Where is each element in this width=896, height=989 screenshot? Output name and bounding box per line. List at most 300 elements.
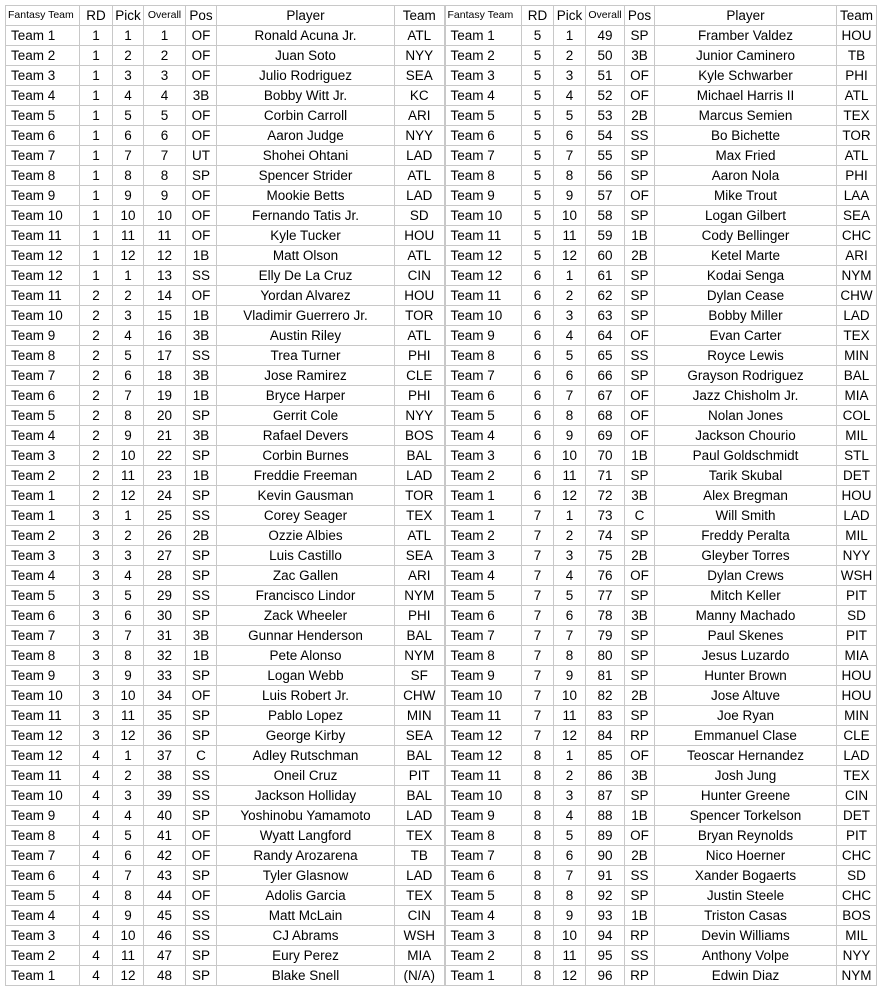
cell-fantasy-team: Team 8 <box>445 646 522 666</box>
cell-pick: 5 <box>113 106 144 126</box>
cell-team: TOR <box>837 126 877 146</box>
cell-team: BAL <box>837 366 877 386</box>
cell-overall: 48 <box>144 966 186 986</box>
cell-fantasy-team: Team 12 <box>445 746 522 766</box>
cell-overall: 34 <box>144 686 186 706</box>
table-row <box>6 466 877 486</box>
cell-pick: 12 <box>554 486 586 506</box>
cell-pick: 10 <box>113 446 144 466</box>
cell-overall: 95 <box>586 946 625 966</box>
cell-fantasy-team: Team 4 <box>6 86 80 106</box>
cell-overall: 64 <box>586 326 625 346</box>
cell-pos: 3B <box>625 606 655 626</box>
cell-team: HOU <box>837 686 877 706</box>
table-row <box>6 226 877 246</box>
cell-overall: 82 <box>586 686 625 706</box>
cell-pos: OF <box>186 846 217 866</box>
cell-rd: 6 <box>522 486 554 506</box>
cell-pick: 4 <box>113 86 144 106</box>
cell-fantasy-team: Team 4 <box>6 906 80 926</box>
cell-team: NYY <box>395 126 445 146</box>
cell-overall: 3 <box>144 66 186 86</box>
cell-player: Mitch Keller <box>655 586 837 606</box>
cell-player: Paul Skenes <box>655 626 837 646</box>
cell-team: CIN <box>837 786 877 806</box>
cell-pick: 7 <box>554 866 586 886</box>
cell-pick: 2 <box>554 286 586 306</box>
cell-rd: 8 <box>522 766 554 786</box>
cell-pos: SP <box>186 806 217 826</box>
cell-team: CHW <box>837 286 877 306</box>
cell-pick: 1 <box>554 266 586 286</box>
cell-overall: 57 <box>586 186 625 206</box>
cell-overall: 24 <box>144 486 186 506</box>
cell-pick: 4 <box>113 566 144 586</box>
table-row <box>6 126 877 146</box>
cell-pos: OF <box>186 26 217 46</box>
cell-pick: 4 <box>554 326 586 346</box>
cell-overall: 54 <box>586 126 625 146</box>
cell-pos: 3B <box>186 426 217 446</box>
header-pos: Pos <box>186 6 217 26</box>
cell-fantasy-team: Team 10 <box>6 306 80 326</box>
cell-pick: 5 <box>554 106 586 126</box>
cell-overall: 72 <box>586 486 625 506</box>
cell-team: LAD <box>837 506 877 526</box>
cell-pos: OF <box>625 86 655 106</box>
cell-fantasy-team: Team 7 <box>6 626 80 646</box>
header-overall: Overall <box>144 6 186 26</box>
cell-fantasy-team: Team 8 <box>6 646 80 666</box>
cell-fantasy-team: Team 6 <box>6 866 80 886</box>
cell-overall: 63 <box>586 306 625 326</box>
table-row <box>6 646 877 666</box>
cell-overall: 67 <box>586 386 625 406</box>
cell-team: CHW <box>395 686 445 706</box>
cell-rd: 7 <box>522 566 554 586</box>
cell-team: LAD <box>837 746 877 766</box>
cell-pos: OF <box>625 746 655 766</box>
cell-rd: 7 <box>522 726 554 746</box>
cell-fantasy-team: Team 12 <box>445 246 522 266</box>
cell-rd: 6 <box>522 366 554 386</box>
cell-overall: 39 <box>144 786 186 806</box>
cell-fantasy-team: Team 9 <box>6 186 80 206</box>
cell-overall: 15 <box>144 306 186 326</box>
cell-player: Kyle Tucker <box>217 226 395 246</box>
cell-player: Nolan Jones <box>655 406 837 426</box>
cell-fantasy-team: Team 1 <box>6 966 80 986</box>
cell-fantasy-team: Team 10 <box>445 686 522 706</box>
cell-pick: 10 <box>113 206 144 226</box>
table-row <box>6 546 877 566</box>
cell-team: CHC <box>837 226 877 246</box>
cell-fantasy-team: Team 12 <box>6 246 80 266</box>
header-team: Team <box>837 6 877 26</box>
cell-player: Cody Bellinger <box>655 226 837 246</box>
cell-fantasy-team: Team 1 <box>6 506 80 526</box>
cell-rd: 5 <box>522 226 554 246</box>
cell-team: (N/A) <box>395 966 445 986</box>
cell-player: Junior Caminero <box>655 46 837 66</box>
cell-fantasy-team: Team 4 <box>6 566 80 586</box>
cell-player: Randy Arozarena <box>217 846 395 866</box>
cell-pos: 2B <box>186 526 217 546</box>
cell-pick: 10 <box>554 926 586 946</box>
cell-pick: 9 <box>113 666 144 686</box>
header-player: Player <box>217 6 395 26</box>
cell-rd: 1 <box>80 266 113 286</box>
cell-pos: 2B <box>625 846 655 866</box>
cell-player: Hunter Brown <box>655 666 837 686</box>
cell-overall: 33 <box>144 666 186 686</box>
cell-team: MIA <box>395 946 445 966</box>
cell-team: NYY <box>395 46 445 66</box>
cell-fantasy-team: Team 6 <box>6 126 80 146</box>
cell-overall: 37 <box>144 746 186 766</box>
cell-pos: OF <box>186 186 217 206</box>
cell-fantasy-team: Team 11 <box>6 766 80 786</box>
cell-pos: 3B <box>186 626 217 646</box>
cell-pos: SP <box>186 486 217 506</box>
cell-overall: 20 <box>144 406 186 426</box>
cell-pick: 9 <box>554 186 586 206</box>
cell-team: BOS <box>395 426 445 446</box>
cell-rd: 8 <box>522 866 554 886</box>
cell-overall: 18 <box>144 366 186 386</box>
cell-pos: SS <box>186 906 217 926</box>
cell-team: PHI <box>395 386 445 406</box>
table-row <box>6 586 877 606</box>
table-row <box>6 46 877 66</box>
cell-pos: SS <box>186 506 217 526</box>
cell-team: TOR <box>395 486 445 506</box>
cell-pos: 3B <box>186 86 217 106</box>
cell-fantasy-team: Team 1 <box>445 966 522 986</box>
cell-pos: OF <box>186 286 217 306</box>
cell-pick: 3 <box>113 786 144 806</box>
cell-pick: 9 <box>113 426 144 446</box>
cell-pos: SP <box>625 706 655 726</box>
cell-pos: SP <box>186 966 217 986</box>
cell-pos: OF <box>186 226 217 246</box>
table-row <box>6 926 877 946</box>
cell-rd: 3 <box>80 546 113 566</box>
cell-rd: 7 <box>522 586 554 606</box>
cell-team: LAD <box>395 186 445 206</box>
cell-overall: 76 <box>586 566 625 586</box>
cell-overall: 52 <box>586 86 625 106</box>
cell-team: TEX <box>395 826 445 846</box>
cell-fantasy-team: Team 6 <box>445 126 522 146</box>
cell-player: Freddie Freeman <box>217 466 395 486</box>
cell-fantasy-team: Team 2 <box>6 46 80 66</box>
cell-team: DET <box>837 806 877 826</box>
cell-pick: 12 <box>554 726 586 746</box>
cell-pos: OF <box>186 46 217 66</box>
cell-overall: 73 <box>586 506 625 526</box>
table-row <box>6 866 877 886</box>
cell-pick: 11 <box>554 226 586 246</box>
table-row <box>6 486 877 506</box>
cell-team: MIL <box>837 526 877 546</box>
cell-player: Mookie Betts <box>217 186 395 206</box>
cell-team: BAL <box>395 746 445 766</box>
cell-pos: 3B <box>625 766 655 786</box>
table-row <box>6 166 877 186</box>
cell-overall: 29 <box>144 586 186 606</box>
cell-player: Tarik Skubal <box>655 466 837 486</box>
cell-fantasy-team: Team 4 <box>445 426 522 446</box>
cell-player: Bryan Reynolds <box>655 826 837 846</box>
cell-player: Juan Soto <box>217 46 395 66</box>
cell-pick: 6 <box>554 846 586 866</box>
cell-pick: 9 <box>554 426 586 446</box>
cell-pick: 2 <box>554 526 586 546</box>
table-row <box>6 346 877 366</box>
cell-fantasy-team: Team 1 <box>6 486 80 506</box>
cell-fantasy-team: Team 3 <box>6 546 80 566</box>
cell-fantasy-team: Team 11 <box>6 286 80 306</box>
cell-pos: SP <box>186 866 217 886</box>
cell-team: ATL <box>395 246 445 266</box>
cell-overall: 38 <box>144 766 186 786</box>
cell-team: PIT <box>837 626 877 646</box>
cell-pos: SS <box>186 766 217 786</box>
cell-fantasy-team: Team 10 <box>6 786 80 806</box>
cell-overall: 87 <box>586 786 625 806</box>
cell-team: TEX <box>395 506 445 526</box>
cell-fantasy-team: Team 8 <box>6 826 80 846</box>
cell-team: TEX <box>395 886 445 906</box>
cell-pos: SP <box>625 466 655 486</box>
cell-player: Zac Gallen <box>217 566 395 586</box>
cell-overall: 85 <box>586 746 625 766</box>
cell-team: SEA <box>395 726 445 746</box>
cell-overall: 30 <box>144 606 186 626</box>
cell-fantasy-team: Team 10 <box>6 686 80 706</box>
cell-team: WSH <box>395 926 445 946</box>
cell-pick: 10 <box>554 206 586 226</box>
cell-fantasy-team: Team 3 <box>6 446 80 466</box>
cell-team: PHI <box>837 166 877 186</box>
cell-player: Will Smith <box>655 506 837 526</box>
cell-rd: 5 <box>522 186 554 206</box>
cell-team: SF <box>395 666 445 686</box>
cell-pos: SS <box>625 346 655 366</box>
table-body <box>6 26 877 986</box>
cell-fantasy-team: Team 5 <box>6 106 80 126</box>
cell-team: TEX <box>837 326 877 346</box>
cell-pos: SP <box>186 706 217 726</box>
cell-pick: 9 <box>554 666 586 686</box>
cell-pick: 1 <box>113 26 144 46</box>
cell-player: Ketel Marte <box>655 246 837 266</box>
cell-overall: 22 <box>144 446 186 466</box>
cell-overall: 36 <box>144 726 186 746</box>
cell-rd: 1 <box>80 126 113 146</box>
cell-rd: 3 <box>80 586 113 606</box>
cell-team: TOR <box>395 306 445 326</box>
cell-player: Max Fried <box>655 146 837 166</box>
cell-pick: 11 <box>554 946 586 966</box>
header-pos: Pos <box>625 6 655 26</box>
cell-team: ATL <box>837 86 877 106</box>
table-row <box>6 406 877 426</box>
cell-pick: 4 <box>554 86 586 106</box>
cell-fantasy-team: Team 9 <box>6 806 80 826</box>
cell-pick: 4 <box>113 806 144 826</box>
cell-pos: SP <box>625 646 655 666</box>
cell-player: Luis Robert Jr. <box>217 686 395 706</box>
cell-pick: 3 <box>554 306 586 326</box>
cell-rd: 5 <box>522 146 554 166</box>
cell-overall: 1 <box>144 26 186 46</box>
cell-team: NYY <box>837 946 877 966</box>
table-row <box>6 266 877 286</box>
cell-player: Pete Alonso <box>217 646 395 666</box>
cell-fantasy-team: Team 5 <box>445 886 522 906</box>
cell-pos: OF <box>625 386 655 406</box>
cell-pick: 5 <box>554 826 586 846</box>
cell-pos: SS <box>186 586 217 606</box>
cell-pos: SP <box>186 546 217 566</box>
cell-pos: OF <box>186 126 217 146</box>
cell-pos: RP <box>625 926 655 946</box>
cell-rd: 4 <box>80 786 113 806</box>
cell-rd: 4 <box>80 926 113 946</box>
cell-player: Jose Ramirez <box>217 366 395 386</box>
cell-rd: 1 <box>80 166 113 186</box>
cell-rd: 4 <box>80 886 113 906</box>
header-rd: RD <box>80 6 113 26</box>
cell-player: Grayson Rodriguez <box>655 366 837 386</box>
cell-fantasy-team: Team 11 <box>6 226 80 246</box>
cell-overall: 88 <box>586 806 625 826</box>
cell-rd: 6 <box>522 346 554 366</box>
cell-fantasy-team: Team 8 <box>6 166 80 186</box>
cell-rd: 1 <box>80 66 113 86</box>
cell-team: BAL <box>395 786 445 806</box>
cell-team: NYM <box>837 966 877 986</box>
cell-team: BAL <box>395 446 445 466</box>
cell-pick: 2 <box>113 526 144 546</box>
cell-player: Freddy Peralta <box>655 526 837 546</box>
cell-pick: 1 <box>554 746 586 766</box>
cell-overall: 11 <box>144 226 186 246</box>
cell-pick: 7 <box>113 146 144 166</box>
cell-player: Jose Altuve <box>655 686 837 706</box>
cell-pos: 2B <box>625 246 655 266</box>
table-row <box>6 766 877 786</box>
cell-overall: 12 <box>144 246 186 266</box>
cell-player: Manny Machado <box>655 606 837 626</box>
cell-fantasy-team: Team 7 <box>445 626 522 646</box>
cell-player: Gunnar Henderson <box>217 626 395 646</box>
cell-pick: 1 <box>554 506 586 526</box>
cell-rd: 2 <box>80 426 113 446</box>
cell-rd: 6 <box>522 266 554 286</box>
cell-pick: 3 <box>554 786 586 806</box>
cell-team: BAL <box>395 626 445 646</box>
cell-overall: 40 <box>144 806 186 826</box>
cell-pos: UT <box>186 146 217 166</box>
cell-rd: 8 <box>522 746 554 766</box>
cell-team: TB <box>837 46 877 66</box>
cell-pick: 6 <box>554 606 586 626</box>
cell-player: Kevin Gausman <box>217 486 395 506</box>
cell-pos: OF <box>625 826 655 846</box>
cell-team: PIT <box>837 586 877 606</box>
cell-pick: 2 <box>113 46 144 66</box>
cell-pos: OF <box>625 426 655 446</box>
cell-fantasy-team: Team 7 <box>445 146 522 166</box>
cell-fantasy-team: Team 7 <box>445 846 522 866</box>
cell-team: LAD <box>395 146 445 166</box>
cell-rd: 4 <box>80 966 113 986</box>
cell-fantasy-team: Team 9 <box>6 326 80 346</box>
cell-pos: SS <box>625 866 655 886</box>
cell-overall: 91 <box>586 866 625 886</box>
table-row <box>6 946 877 966</box>
cell-rd: 7 <box>522 606 554 626</box>
cell-player: Michael Harris II <box>655 86 837 106</box>
header-pick: Pick <box>113 6 144 26</box>
cell-overall: 80 <box>586 646 625 666</box>
cell-pos: 1B <box>186 386 217 406</box>
cell-overall: 61 <box>586 266 625 286</box>
cell-team: HOU <box>395 226 445 246</box>
cell-pick: 7 <box>113 626 144 646</box>
cell-rd: 8 <box>522 886 554 906</box>
cell-player: Bobby Miller <box>655 306 837 326</box>
cell-player: Joe Ryan <box>655 706 837 726</box>
cell-rd: 3 <box>80 646 113 666</box>
cell-pos: OF <box>625 406 655 426</box>
cell-rd: 2 <box>80 466 113 486</box>
table-row <box>6 806 877 826</box>
cell-overall: 79 <box>586 626 625 646</box>
cell-player: Corbin Burnes <box>217 446 395 466</box>
cell-rd: 3 <box>80 666 113 686</box>
cell-rd: 5 <box>522 246 554 266</box>
cell-player: Jazz Chisholm Jr. <box>655 386 837 406</box>
cell-fantasy-team: Team 10 <box>445 306 522 326</box>
cell-pick: 5 <box>113 586 144 606</box>
cell-rd: 8 <box>522 906 554 926</box>
cell-overall: 47 <box>144 946 186 966</box>
cell-fantasy-team: Team 9 <box>445 666 522 686</box>
cell-pick: 12 <box>113 486 144 506</box>
cell-rd: 8 <box>522 926 554 946</box>
cell-player: Alex Bregman <box>655 486 837 506</box>
cell-player: Framber Valdez <box>655 26 837 46</box>
cell-overall: 13 <box>144 266 186 286</box>
cell-player: Jackson Holliday <box>217 786 395 806</box>
cell-player: Matt McLain <box>217 906 395 926</box>
header-team: Team <box>395 6 445 26</box>
cell-player: Matt Olson <box>217 246 395 266</box>
cell-fantasy-team: Team 5 <box>445 406 522 426</box>
cell-player: Logan Webb <box>217 666 395 686</box>
cell-overall: 74 <box>586 526 625 546</box>
cell-pos: 3B <box>625 486 655 506</box>
cell-team: HOU <box>837 26 877 46</box>
cell-rd: 2 <box>80 306 113 326</box>
cell-rd: 3 <box>80 566 113 586</box>
cell-fantasy-team: Team 6 <box>445 386 522 406</box>
cell-pos: SP <box>625 666 655 686</box>
